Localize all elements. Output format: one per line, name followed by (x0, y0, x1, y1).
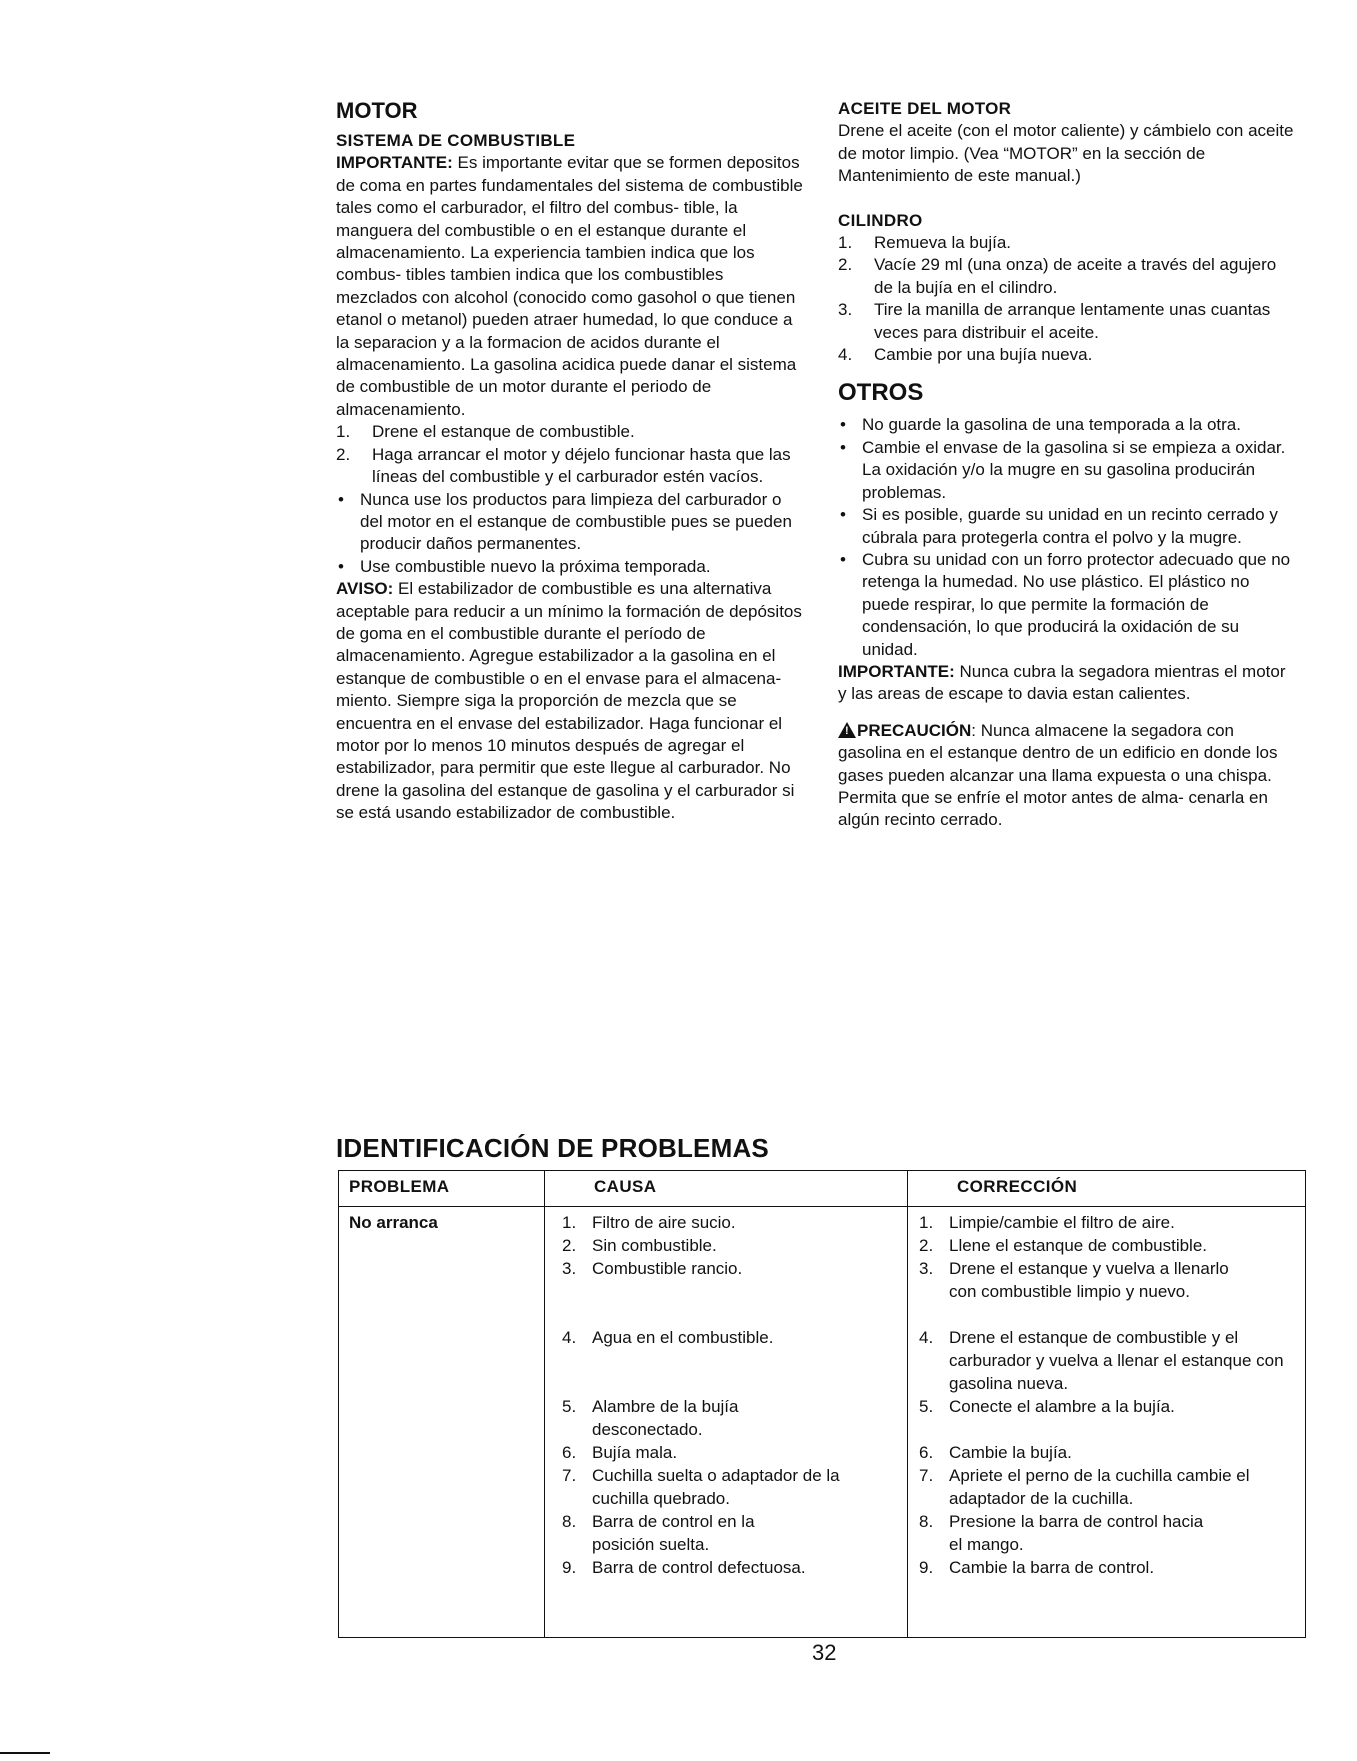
problem-cell: No arranca (349, 1213, 438, 1232)
column-header-cause: CAUSA (594, 1177, 657, 1196)
engine-oil-heading: ACEITE DEL MOTOR (838, 99, 1012, 118)
warning-triangle-icon: ! (838, 722, 856, 738)
cause-column (544, 1171, 908, 1637)
important-label: IMPORTANTE: (838, 661, 955, 681)
list-item: 3. Tire la manilla de arranque lentamente unas cuantas veces para distribuir el aceite. (838, 300, 1271, 342)
correction-item: 8. Presione la barra de control hacia el mango. (919, 1512, 1204, 1554)
otros-bullets (838, 414, 1298, 660)
fuel-important-paragraph (336, 152, 806, 421)
list-item: • Nunca use los productos para limpieza del carburador o del motor en el estanque de combustible pues se pueden producir daños permanentes. (338, 489, 792, 554)
problem-column (339, 1171, 545, 1637)
caution-label: PRECAUCIÓN (857, 720, 972, 740)
list-item: • Cubra su unidad con un forro protector adecuado que no retenga la humedad. No use plástico. El plástico no puede respirar, lo que permite la formación de condensación, lo que producirá la oxidación de su unidad. (840, 549, 1291, 659)
correction-item: 4. Drene el estanque de combustible y el carburador y vuelva a llenar el estanque con gasolina nueva. (919, 1328, 1284, 1393)
cylinder-steps (838, 232, 1298, 366)
correction-item: 2. Llene el estanque de combustible. (919, 1236, 1208, 1255)
notice-text: El estabilizador de combustible es una alternativa aceptable para reducir a un mínimo la formación de depósitos de goma en el combustible durante el período de almacenamiento. Agregue estabilizador a la gasolina en el estanque de combustible o en el envase para el almacena-miento. Siempre siga la proporción de mezcla que se encuentra en el envase del estabilizador. Haga funcionar el motor por lo menos 10 minutos después de agregar el estabilizador, para permitir que este llegue al carburador. No drene la gasolina del estanque de gasolina y el carburador si se está usando estabilizador de combustible. (336, 579, 802, 823)
list-item: • Si es posible, guarde su unidad en un recinto cerrado y cúbrala para protegerla contra el polvo y la mugre. (840, 505, 1278, 547)
correction-item: 1. Limpie/cambie el filtro de aire. (919, 1213, 1175, 1232)
list-item: 4. Cambie por una bujía nueva. (838, 345, 1093, 365)
list-item: 1. Remueva la bujía. (838, 233, 1012, 253)
notice-label: AVISO: (336, 579, 394, 599)
cause-item: 2. Sin combustible. (562, 1236, 717, 1255)
right-column (838, 98, 1298, 832)
caution-paragraph: ! PRECAUCIÓN: Nunca almacene la segadora con gasolina en el estanque dentro de un edificio en donde los gases pueden alcanzar una llama expuesta o una chispa. Permita que se enfríe el motor antes de alma- cenarla en algún recinto cerrado. (838, 720, 1278, 830)
otros-important-paragraph: IMPORTANTE: Nunca cubra la segadora mientras el motor y las areas de escape to davia estan calientes. (838, 661, 1286, 704)
list-item: • Cambie el envase de la gasolina si se empieza a oxidar. La oxidación y/o la mugre en su gasolina producirán problemas. (840, 437, 1286, 502)
correction-item: 3. Drene el estanque y vuelva a llenarlo con combustible limpio y nuevo. (919, 1259, 1229, 1301)
correction-item: 9. Cambie la barra de control. (919, 1558, 1155, 1577)
column-header-problem: PROBLEMA (349, 1177, 450, 1196)
fuel-steps (336, 421, 806, 488)
list-item: • Use combustible nuevo la próxima temporada. (338, 556, 711, 576)
cause-item: 6. Bujía mala. (562, 1443, 678, 1462)
motor-heading: MOTOR (336, 98, 418, 123)
cause-item: 3. Combustible rancio. (562, 1259, 743, 1278)
troubleshooting-table (338, 1170, 1306, 1638)
cause-item: 5. Alambre de la bujía desconectado. (562, 1397, 739, 1439)
column-header-correction: CORRECCIÓN (957, 1177, 1078, 1196)
cause-item: 7. Cuchilla suelta o adaptador de la cuchilla quebrado. (562, 1466, 840, 1508)
cause-item: 8. Barra de control en la posición suelta. (562, 1512, 755, 1554)
list-item: • No guarde la gasolina de una temporada a la otra. (840, 415, 1241, 435)
cause-item: 1. Filtro de aire sucio. (562, 1213, 736, 1232)
otros-heading: OTROS (838, 379, 924, 407)
list-item: 2. Vacíe 29 ml (una onza) de aceite a través del agujero de la bujía en el cilindro. (838, 255, 1277, 297)
page-number: 32 (812, 1640, 837, 1665)
left-column (336, 98, 806, 825)
list-item: 2. Haga arrancar el motor y déjelo funcionar hasta que las líneas del combustible y el carburador estén vacíos. (336, 444, 791, 487)
troubleshooting-title: IDENTIFICACIÓN DE PROBLEMAS (336, 1133, 769, 1163)
correction-item: 6. Cambie la bujía. (919, 1443, 1072, 1462)
list-item: 1. Drene el estanque de combustible. (336, 422, 635, 442)
scan-edge-mark (0, 1752, 50, 1754)
important-label: IMPORTANTE: (336, 153, 453, 173)
fuel-bullets (336, 489, 806, 579)
engine-oil-paragraph: Drene el aceite (con el motor caliente) y cámbielo con aceite de motor limpio. (Vea “MOTOR” en la sección de Mantenimiento de este manual.) (838, 121, 1294, 186)
important-text: Es importante evitar que se formen depositos de coma en partes fundamentales del sistema de combustible tales como el carburador, el filtro del combus- tible, la manguera del combustible o en el estanque durante el almacenamiento. La experiencia tambien indica que los combus- tibles tambien indica que los combustibles mezclados con alcohol (conocido como gasohol o que tienen etanol o metanol) pueden atraer humedad, lo que conduce a la separacion y a la formacion de acidos durante el almacenamiento. La gasolina acidica puede danar el sistema de combustible de un motor durante el periodo de almacenamiento. (336, 153, 803, 419)
cylinder-heading: CILINDRO (838, 210, 923, 230)
cause-item: 9. Barra de control defectuosa. (562, 1558, 806, 1577)
correction-column (907, 1171, 1305, 1637)
correction-item: 7. Apriete el perno de la cuchilla cambie el adaptador de la cuchilla. (919, 1466, 1250, 1508)
cause-item: 4. Agua en el combustible. (562, 1328, 774, 1347)
fuel-system-heading: SISTEMA DE COMBUSTIBLE (336, 131, 576, 150)
correction-item: 5. Conecte el alambre a la bujía. (919, 1397, 1175, 1416)
notice-paragraph (336, 578, 806, 824)
